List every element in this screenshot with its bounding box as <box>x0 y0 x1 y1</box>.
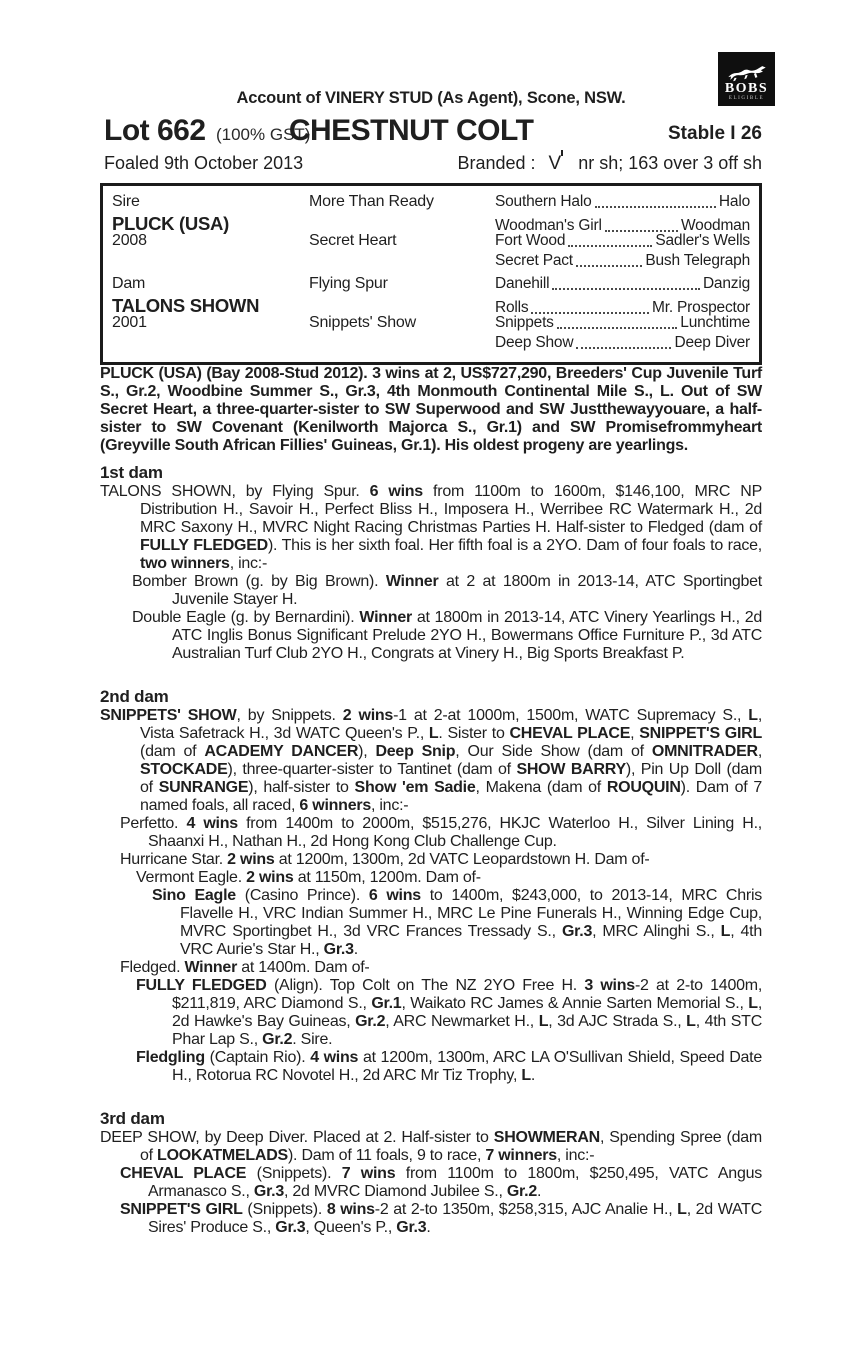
bold-text-run: Fledgling <box>136 1049 205 1066</box>
pedigree-generation-1: 2008 <box>112 232 147 249</box>
logo-wordmark: BOBS <box>724 81 769 96</box>
bold-text-run: SNIPPET'S GIRL <box>639 725 762 742</box>
text-run: DEEP SHOW, by Deep Diver. Placed at 2. Half-sister to <box>100 1129 494 1146</box>
text-run: . <box>353 941 358 958</box>
text-run: , inc:- <box>556 1147 595 1164</box>
text-run: , Makena (dam of <box>475 779 607 796</box>
dot-leader <box>557 327 678 329</box>
text-run: Bomber Brown (g. by Big Brown). <box>132 573 386 590</box>
bold-text-run: SHOW BARRY <box>516 761 626 778</box>
brand-mark: V <box>548 153 562 174</box>
account-line: Account of VINERY STUD (As Agent), Scone, NSW. <box>236 89 626 107</box>
ancestor-sire: Halo <box>718 193 750 210</box>
text-run: , MRC Alinghi S., <box>592 923 721 940</box>
pedigree-paragraph <box>100 1129 762 1165</box>
bold-text-run: SHOWMERAN <box>493 1129 600 1146</box>
text-run: -2 at 2-to 1400m, $211,819, ARC Diamond S., <box>172 977 763 1012</box>
bold-text-run: 4 wins <box>310 1049 359 1066</box>
bold-text-run: PLUCK (USA) (Bay 2008-Stud 2012). 3 wins at 2, US$727,290, Breeders' Cup Juvenile Turf S., Gr.2, Woodbine Summer S., Gr.3, 4th Monmouth Continental Mile S., L. Out of SW Secret Heart, a three-quarter-sister to SW Superwood and SW Justthewayyouare, a half-sister to SW Covenant (Kenilworth Majorca S., Gr.1) and SW Promisefrommyheart (Greyville South African Fillies' Guineas, Gr.1). His oldest progeny are yearlings. <box>100 365 762 454</box>
ancestor-sire: Deep Diver <box>674 333 750 351</box>
text-run: , <box>630 725 640 742</box>
bold-text-run: CHEVAL PLACE <box>509 725 631 742</box>
bold-text-run: 2 wins <box>342 707 394 724</box>
branded-label: Branded : <box>457 153 536 173</box>
bold-text-run: L <box>521 1067 531 1084</box>
pedigree-generation-2: Flying Spur <box>309 275 388 292</box>
pedigree-paragraph <box>100 609 762 663</box>
pedigree-generation-3 <box>495 314 750 332</box>
text-run: , ARC Newmarket H., <box>385 1013 539 1030</box>
foaled-line <box>100 153 762 175</box>
pedigree-paragraph <box>100 977 762 1049</box>
pedigree-generation-3 <box>495 334 750 352</box>
text-run: , inc:- <box>370 797 409 814</box>
text-run: -2 at 2-to 1350m, $258,315, AJC Analie H., <box>374 1201 678 1218</box>
text-run: ). This is her sixth foal. Her fifth foal is a 2YO. Dam of four foals to race, <box>267 537 762 554</box>
lot-header <box>100 111 762 148</box>
pedigree-generation-1: TALONS SHOWN <box>112 294 260 316</box>
text-run: ), three-quarter-sister to Tantinet (dam of <box>227 761 517 778</box>
section-heading: 3rd dam <box>100 1109 165 1128</box>
ancestor-sire: Danzig <box>702 275 750 292</box>
section-heading: 1st dam <box>100 463 163 482</box>
text-run: . <box>536 1183 542 1200</box>
bold-text-run: L <box>686 1013 696 1030</box>
text-run: (Align). Top Colt on The NZ 2YO Free H. <box>266 977 585 994</box>
bold-text-run: Show 'em Sadie <box>354 779 476 796</box>
text-run: Fledged. <box>120 959 185 976</box>
text-run: at 1150m, 1200m. Dam of- <box>293 869 481 886</box>
bold-text-run: ROUQUIN <box>606 779 681 796</box>
text-run: at 1400m. Dam of- <box>237 959 370 976</box>
pedigree-paragraph <box>100 707 762 815</box>
pedigree-generation-2: More Than Ready <box>309 193 434 210</box>
stable-number: Stable I 26 <box>668 123 762 144</box>
text-run: , 2d MVRC Diamond Jubilee S., <box>284 1183 507 1200</box>
bold-text-run: 8 wins <box>326 1201 375 1218</box>
ancestor-name: Rolls <box>495 298 529 316</box>
pedigree-paragraph <box>100 887 762 959</box>
pedigree-row <box>112 314 750 334</box>
bold-text-run: 7 winners <box>485 1147 557 1164</box>
bold-text-run: L <box>720 923 731 940</box>
text-run: ), <box>358 743 376 760</box>
pedigree-generation-2: Secret Heart <box>309 232 397 249</box>
section-heading: 2nd dam <box>100 687 169 706</box>
brand-info <box>457 153 762 175</box>
pedigree-row <box>112 232 750 252</box>
sire-summary <box>100 365 762 455</box>
text-run: from 1100m to 1800m, $250,495, VATC Angus Armanasco S., <box>148 1165 762 1200</box>
pedigree-generation-2: Snippets' Show <box>309 314 416 331</box>
dot-leader <box>568 245 652 247</box>
text-run: ), Pin Up Doll (dam of <box>140 761 763 796</box>
text-run: . Sire. <box>292 1031 333 1048</box>
bold-text-run: 6 wins <box>368 887 421 904</box>
ancestor-name: Secret Pact <box>495 251 573 269</box>
ancestor-name: Southern Halo <box>495 193 592 210</box>
pedigree-row <box>112 193 750 213</box>
bold-text-run: Sino Eagle <box>152 887 236 904</box>
bold-text-run: 3 wins <box>584 977 635 994</box>
ancestor-sire: Bush Telegraph <box>645 251 750 269</box>
text-run: (Captain Rio). <box>204 1049 311 1066</box>
text-run: TALONS SHOWN, by Flying Spur. <box>100 483 370 500</box>
dot-leader <box>595 206 716 208</box>
pedigree-paragraph <box>100 1201 762 1237</box>
lot-gst-note: (100% GST) <box>215 125 311 144</box>
pedigree-paragraph <box>100 815 762 851</box>
bold-text-run: Deep Snip <box>375 743 456 760</box>
pedigree-generation-3 <box>495 232 750 250</box>
bold-text-run: Gr.3 <box>323 941 354 958</box>
text-run: , <box>757 743 763 760</box>
pedigree-generation-1: Sire <box>112 193 140 210</box>
pedigree-row <box>112 213 750 233</box>
text-run: at 1200m, 1300m, 2d VATC Leopardstown H. Dam of- <box>274 851 650 868</box>
bold-text-run: SUNRANGE <box>158 779 249 796</box>
pedigree-generation-1: 2001 <box>112 314 147 331</box>
pedigree-generation-3 <box>495 193 750 211</box>
logo-subtext: ELIGIBLE <box>728 96 765 101</box>
text-run: (dam of <box>140 743 205 760</box>
text-run: . <box>530 1067 536 1084</box>
pedigree-paragraph <box>100 573 762 609</box>
text-run: ). Dam of 7 named foals, all raced, <box>140 779 763 814</box>
pedigree-row <box>112 275 750 295</box>
text-run: at 2 at 1800m in 2013-14, ATC Sportingbet Juvenile Stayer H. <box>172 573 762 608</box>
bold-text-run: L <box>538 1013 549 1030</box>
bold-text-run: OMNITRADER <box>651 743 758 760</box>
text-run: ), half-sister to <box>248 779 355 796</box>
dot-leader <box>552 288 700 290</box>
ancestor-name: Danehill <box>495 275 550 292</box>
dot-leader <box>576 347 671 349</box>
catalogue-content <box>100 0 765 1237</box>
text-run: , Queen's P., <box>305 1219 397 1236</box>
bold-text-run: L <box>677 1201 687 1218</box>
bold-text-run: Gr.1 <box>371 995 402 1012</box>
text-run: Perfetto. <box>120 815 187 832</box>
text-run: , 2d Hawke's Bay Guineas, <box>172 995 763 1030</box>
bold-text-run: 2 wins <box>227 851 275 868</box>
text-run: to 1400m, $243,000, to 2013-14, MRC Chris Flavelle H., VRC Indian Summer H., MRC Le Pine Funerals H., Winning Edge Cup, MVRC Sportingbet H., 3d VRC Frances Tressady S., <box>180 887 763 940</box>
pedigree-paragraph <box>100 483 762 573</box>
text-run: , 2d WATC Sires' Produce S., <box>148 1201 763 1236</box>
foaled-date: Foaled 9th October 2013 <box>104 153 304 173</box>
bold-text-run: Gr.3 <box>396 1219 427 1236</box>
ancestor-sire: Lunchtime <box>680 314 750 331</box>
pedigree-generation-3 <box>495 252 750 270</box>
bold-text-run: Gr.2 <box>506 1183 537 1200</box>
bold-text-run: L <box>748 995 758 1012</box>
bold-text-run: STOCKADE <box>140 761 228 778</box>
bold-text-run: L <box>428 725 439 742</box>
text-run: from 1400m to 2000m, $515,276, HKJC Waterloo H., Silver Lining H., Shaanxi H., Nathan H., 2d Hong Kong Club Challenge Cup. <box>148 815 762 850</box>
bold-text-run: CHEVAL PLACE <box>120 1165 247 1182</box>
text-run: , 4th VRC Aurie's Star H., <box>180 923 763 958</box>
bold-text-run: 7 wins <box>341 1165 396 1182</box>
text-run: , Our Side Show (dam of <box>455 743 652 760</box>
pedigree-paragraph <box>100 869 762 887</box>
bold-text-run: Gr.3 <box>561 923 593 940</box>
bold-text-run: FULLY FLEDGED <box>136 977 267 994</box>
bold-text-run: ACADEMY DANCER <box>204 743 359 760</box>
ancestor-name: Deep Show <box>495 333 574 351</box>
text-run: , by Snippets. <box>236 707 343 724</box>
ancestor-sire: Sadler's Wells <box>655 232 750 249</box>
ancestor-name: Woodman's Girl <box>495 216 602 234</box>
text-run: ). Dam of 11 foals, 9 to race, <box>287 1147 486 1164</box>
lot-title: CHESTNUT COLT <box>288 114 534 147</box>
ancestor-sire: Woodman <box>681 216 750 234</box>
pedigree-paragraph <box>100 959 762 977</box>
catalogue-body <box>100 463 762 1237</box>
text-run: . Sister to <box>438 725 510 742</box>
dot-leader <box>576 265 642 267</box>
bold-text-run: 4 wins <box>186 815 238 832</box>
bold-text-run: LOOKATMELADS <box>157 1147 288 1164</box>
bold-text-run: Gr.3 <box>253 1183 285 1200</box>
pedigree-row <box>112 252 750 272</box>
bold-text-run: SNIPPET'S GIRL <box>120 1201 243 1218</box>
text-run: , Waikato RC James & Annie Sarten Memorial S., <box>401 995 749 1012</box>
bold-text-run: Winner <box>359 609 412 626</box>
pedigree-generation-1: PLUCK (USA) <box>112 212 229 234</box>
text-run: Vermont Eagle. <box>136 869 247 886</box>
bold-text-run: 6 wins <box>369 483 423 500</box>
text-run: (Snippets). <box>246 1165 342 1182</box>
lot-number: Lot 662 <box>104 114 206 147</box>
text-run: Double Eagle (g. by Bernardini). <box>132 609 360 626</box>
text-run: , 3d AJC Strada S., <box>548 1013 687 1030</box>
text-run: (Snippets). <box>242 1201 327 1218</box>
text-run: , 4th STC Phar Lap S., <box>172 1013 763 1048</box>
bold-text-run: Winner <box>385 573 439 590</box>
text-run: , inc:- <box>229 555 268 572</box>
pedigree-paragraph <box>100 1165 762 1201</box>
bold-text-run: Gr.2 <box>262 1031 293 1048</box>
bold-text-run: 2 wins <box>246 869 294 886</box>
text-run: , Vista Safetrack H., 3d WATC Queen's P., <box>140 707 763 742</box>
text-run: Hurricane Star. <box>120 851 228 868</box>
pedigree-paragraph <box>100 1049 762 1085</box>
pedigree-paragraph <box>100 851 762 869</box>
text-run: at 1200m, 1300m, ARC LA O'Sullivan Shield, Speed Date H., Rotorua RC Novotel H., 2d ARC Mr Tiz Trophy, <box>172 1049 763 1084</box>
pedigree-row <box>112 334 750 354</box>
bold-text-run: 6 winners <box>299 797 371 814</box>
pedigree-generation-1: Dam <box>112 275 146 292</box>
ancestor-name: Fort Wood <box>495 232 566 249</box>
text-run: . <box>426 1219 431 1236</box>
bold-text-run: L <box>748 707 758 724</box>
bold-text-run: Gr.2 <box>355 1013 386 1030</box>
pedigree-row <box>112 295 750 315</box>
brand-detail: nr sh; 163 over 3 off sh <box>578 153 762 173</box>
bold-text-run: two winners <box>140 555 230 572</box>
lot-number-group <box>104 114 310 148</box>
bold-text-run: Gr.3 <box>275 1219 306 1236</box>
bold-text-run: Winner <box>184 959 238 976</box>
ancestor-sire: Mr. Prospector <box>652 298 750 316</box>
text-run: -1 at 2-at 1000m, 1500m, WATC Supremacy S., <box>393 707 749 724</box>
text-run: at 1800m in 2013-14, ATC Vinery Yearlings H., 2d ATC Inglis Bonus Significant Prelude 2YO H., Bowermans Office Furniture P., 3d ATC Australian Turf Club 2YO H., Congrats at Vinery H., Big Sports Breakfast P. <box>172 609 763 662</box>
text-run: (Casino Prince). <box>235 887 369 904</box>
bold-text-run: FULLY FLEDGED <box>140 537 268 554</box>
bold-text-run: SNIPPETS' SHOW <box>100 707 237 724</box>
text-run: from 1100m to 1600m, $146,100, MRC NP Distribution H., Savoir H., Perfect Bliss H., Imposera H., Werribee RC Watermark H., 2d MRC Saxony H., MVRC Night Racing Christmas Parties H. Half-sister to Fledged (dam of <box>140 483 763 536</box>
pedigree-table <box>100 183 762 365</box>
text-run: , Spending Spree (dam of <box>140 1129 763 1164</box>
ancestor-name: Snippets <box>495 314 554 331</box>
pedigree-generation-3 <box>495 275 750 293</box>
